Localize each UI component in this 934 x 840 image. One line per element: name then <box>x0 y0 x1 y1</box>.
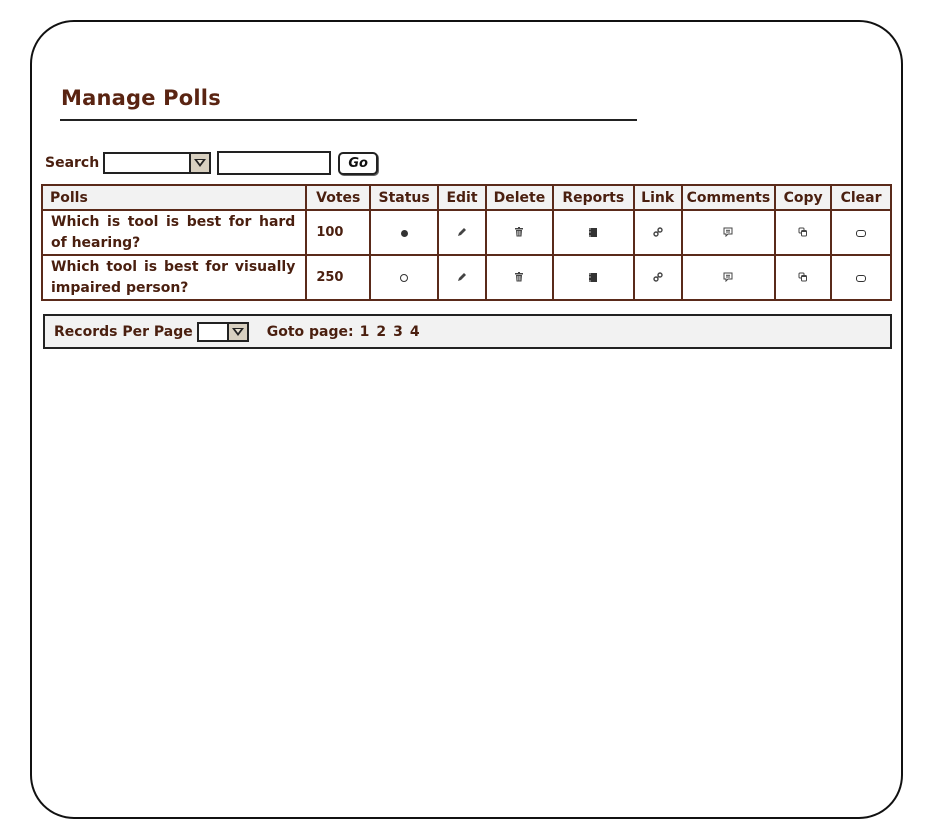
poll-question[interactable]: Which is tool is best for hard of hearing? <box>42 210 306 255</box>
clear-cell[interactable] <box>831 210 891 255</box>
goto-page-label: Goto page: <box>266 323 354 340</box>
link-icon <box>653 227 663 237</box>
column-header-status[interactable]: Status <box>370 185 438 210</box>
clear-icon <box>856 230 866 237</box>
page-link-2[interactable]: 2 <box>376 323 387 340</box>
column-header-delete: Delete <box>486 185 553 210</box>
status-cell[interactable] <box>370 210 438 255</box>
records-per-page-label: Records Per Page <box>54 323 193 340</box>
link-cell[interactable] <box>634 210 682 255</box>
chevron-down-icon <box>194 159 206 167</box>
delete-cell[interactable] <box>486 210 553 255</box>
dropdown-button[interactable] <box>227 324 247 340</box>
link-icon <box>653 272 663 282</box>
copy-cell[interactable] <box>775 210 831 255</box>
title-divider <box>60 119 637 121</box>
poll-question[interactable]: Which tool is best for visually impaired person? <box>42 255 306 300</box>
go-button[interactable]: Go <box>338 152 378 175</box>
comment-icon <box>723 227 733 237</box>
pencil-icon <box>457 227 467 237</box>
filled-dot-icon <box>401 230 408 237</box>
reports-cell[interactable] <box>553 255 634 300</box>
page-link-3[interactable]: 3 <box>393 323 403 340</box>
notebook-icon <box>589 228 597 237</box>
copy-cell[interactable] <box>775 255 831 300</box>
reports-cell[interactable] <box>553 210 634 255</box>
search-field-dropdown[interactable] <box>103 152 211 174</box>
page-link-1[interactable]: 1 <box>359 323 370 340</box>
edit-cell[interactable] <box>438 210 486 255</box>
column-header-clear: Clear <box>831 185 891 210</box>
column-header-copy: Copy <box>775 185 831 210</box>
column-header-polls[interactable]: Polls <box>42 185 306 210</box>
clear-icon <box>856 275 866 282</box>
dropdown-button[interactable] <box>189 154 209 172</box>
notebook-icon <box>589 273 597 282</box>
pencil-icon <box>457 272 467 282</box>
table-row <box>42 255 891 300</box>
chevron-down-icon <box>232 328 244 336</box>
pagination-bar <box>43 314 892 349</box>
poll-votes: 250 <box>306 255 370 300</box>
search-bar <box>45 151 378 175</box>
poll-votes: 100 <box>306 210 370 255</box>
edit-cell[interactable] <box>438 255 486 300</box>
page-title: Manage Polls <box>61 86 221 110</box>
search-input[interactable] <box>217 151 331 175</box>
link-cell[interactable] <box>634 255 682 300</box>
column-header-votes[interactable]: Votes <box>306 185 370 210</box>
delete-cell[interactable] <box>486 255 553 300</box>
column-header-link: Link <box>634 185 682 210</box>
column-header-comments: Comments <box>682 185 776 210</box>
trash-icon <box>514 227 524 237</box>
column-header-edit: Edit <box>438 185 486 210</box>
copy-icon <box>798 272 808 282</box>
page-link-4[interactable]: 4 <box>409 323 420 340</box>
trash-icon <box>514 272 524 282</box>
empty-dot-icon <box>400 274 408 282</box>
table-header-row <box>42 185 891 210</box>
window-frame <box>30 20 903 819</box>
polls-table <box>41 184 892 301</box>
column-header-reports: Reports <box>553 185 634 210</box>
comments-cell[interactable] <box>682 255 776 300</box>
table-row <box>42 210 891 255</box>
comments-cell[interactable] <box>682 210 776 255</box>
status-cell[interactable] <box>370 255 438 300</box>
copy-icon <box>798 227 808 237</box>
search-label: Search <box>45 155 100 171</box>
comment-icon <box>723 272 733 282</box>
records-per-page-dropdown[interactable] <box>197 322 249 342</box>
clear-cell[interactable] <box>831 255 891 300</box>
